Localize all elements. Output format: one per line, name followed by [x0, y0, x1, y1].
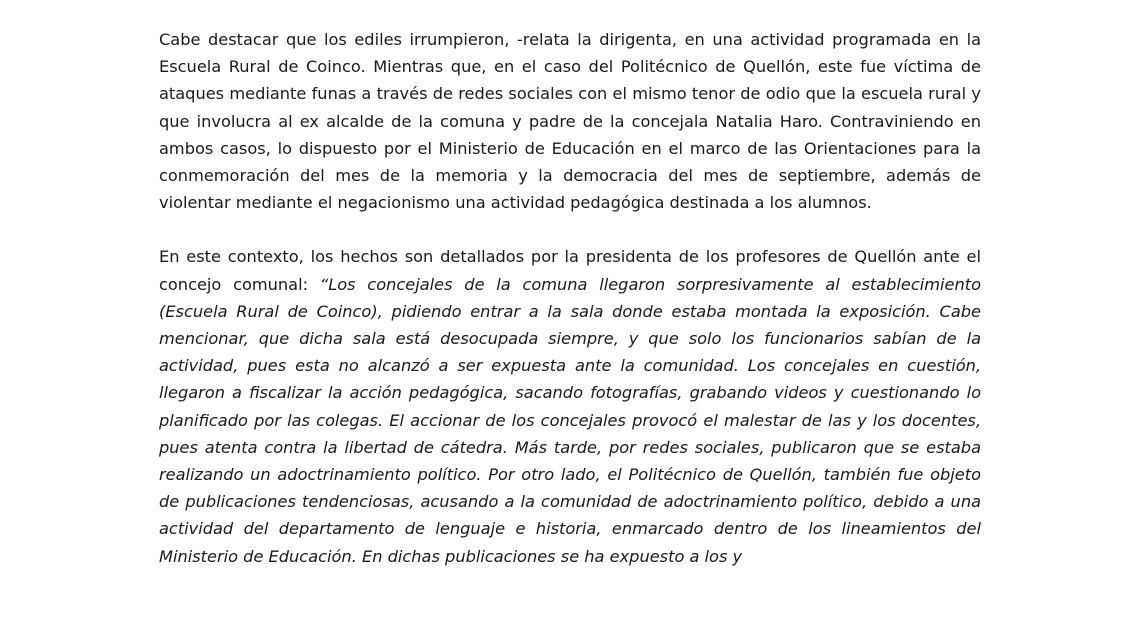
document-page: [159, 26, 981, 570]
paragraph-1: Cabe destacar que los ediles irrumpieron, -relata la dirigenta, en una actividad programada en la Escuela Rural de Coinco. Mientras que, en el caso del Politécnico de Quellón, este fue víctima de ataques mediante funas a través de redes sociales con el mismo tenor de odio que la escuela rural y que involucra al ex alcalde de la comuna y padre de la concejala Natalia Haro. Contraviniendo en ambos casos, lo dispuesto por el Ministerio de Educación en el marco de las Orientaciones para la conmemoración del mes de la memoria y la democracia del mes de septiembre, además de violentar mediante el negacionismo una actividad pedagógica destinada a los alumnos.: [159, 30, 981, 213]
paragraph-2-intro: En este contexto, los hechos son detallados por la presidenta de los profesores de Quellón ante el concejo comunal:: [159, 247, 981, 294]
paragraph-2: [159, 243, 981, 569]
paragraph-2-quote: “Los concejales de la comuna llegaron sorpresivamente al establecimiento (Escuela Rural de Coinco), pidiendo entrar a la sala donde estaba montada la exposición. Cabe mencionar, que dicha sala está desocupada siempre, y que solo los funcionarios sabían de la actividad, pues esta no alcanzó a ser expuesta ante la comunidad. Los concejales en cuestión, llegaron a fiscalizar la acción pedagógica, sacando fotografías, grabando videos y cuestionando lo planificado por las colegas. El accionar de los concejales provocó el malestar de las y los docentes, pues atenta contra la libertad de cátedra. Más tarde, por redes sociales, publicaron que se estaba realizando un adoctrinamiento político. Por otro lado, el Politécnico de Quellón, también fue objeto de publicaciones tendenciosas, acusando a la comunidad de adoctrinamiento político, debido a una actividad del departamento de lenguaje e historia, enmarcado dentro de los lineamientos del Ministerio de Educación. En dichas publicaciones se ha expuesto a los y: [159, 274, 982, 566]
